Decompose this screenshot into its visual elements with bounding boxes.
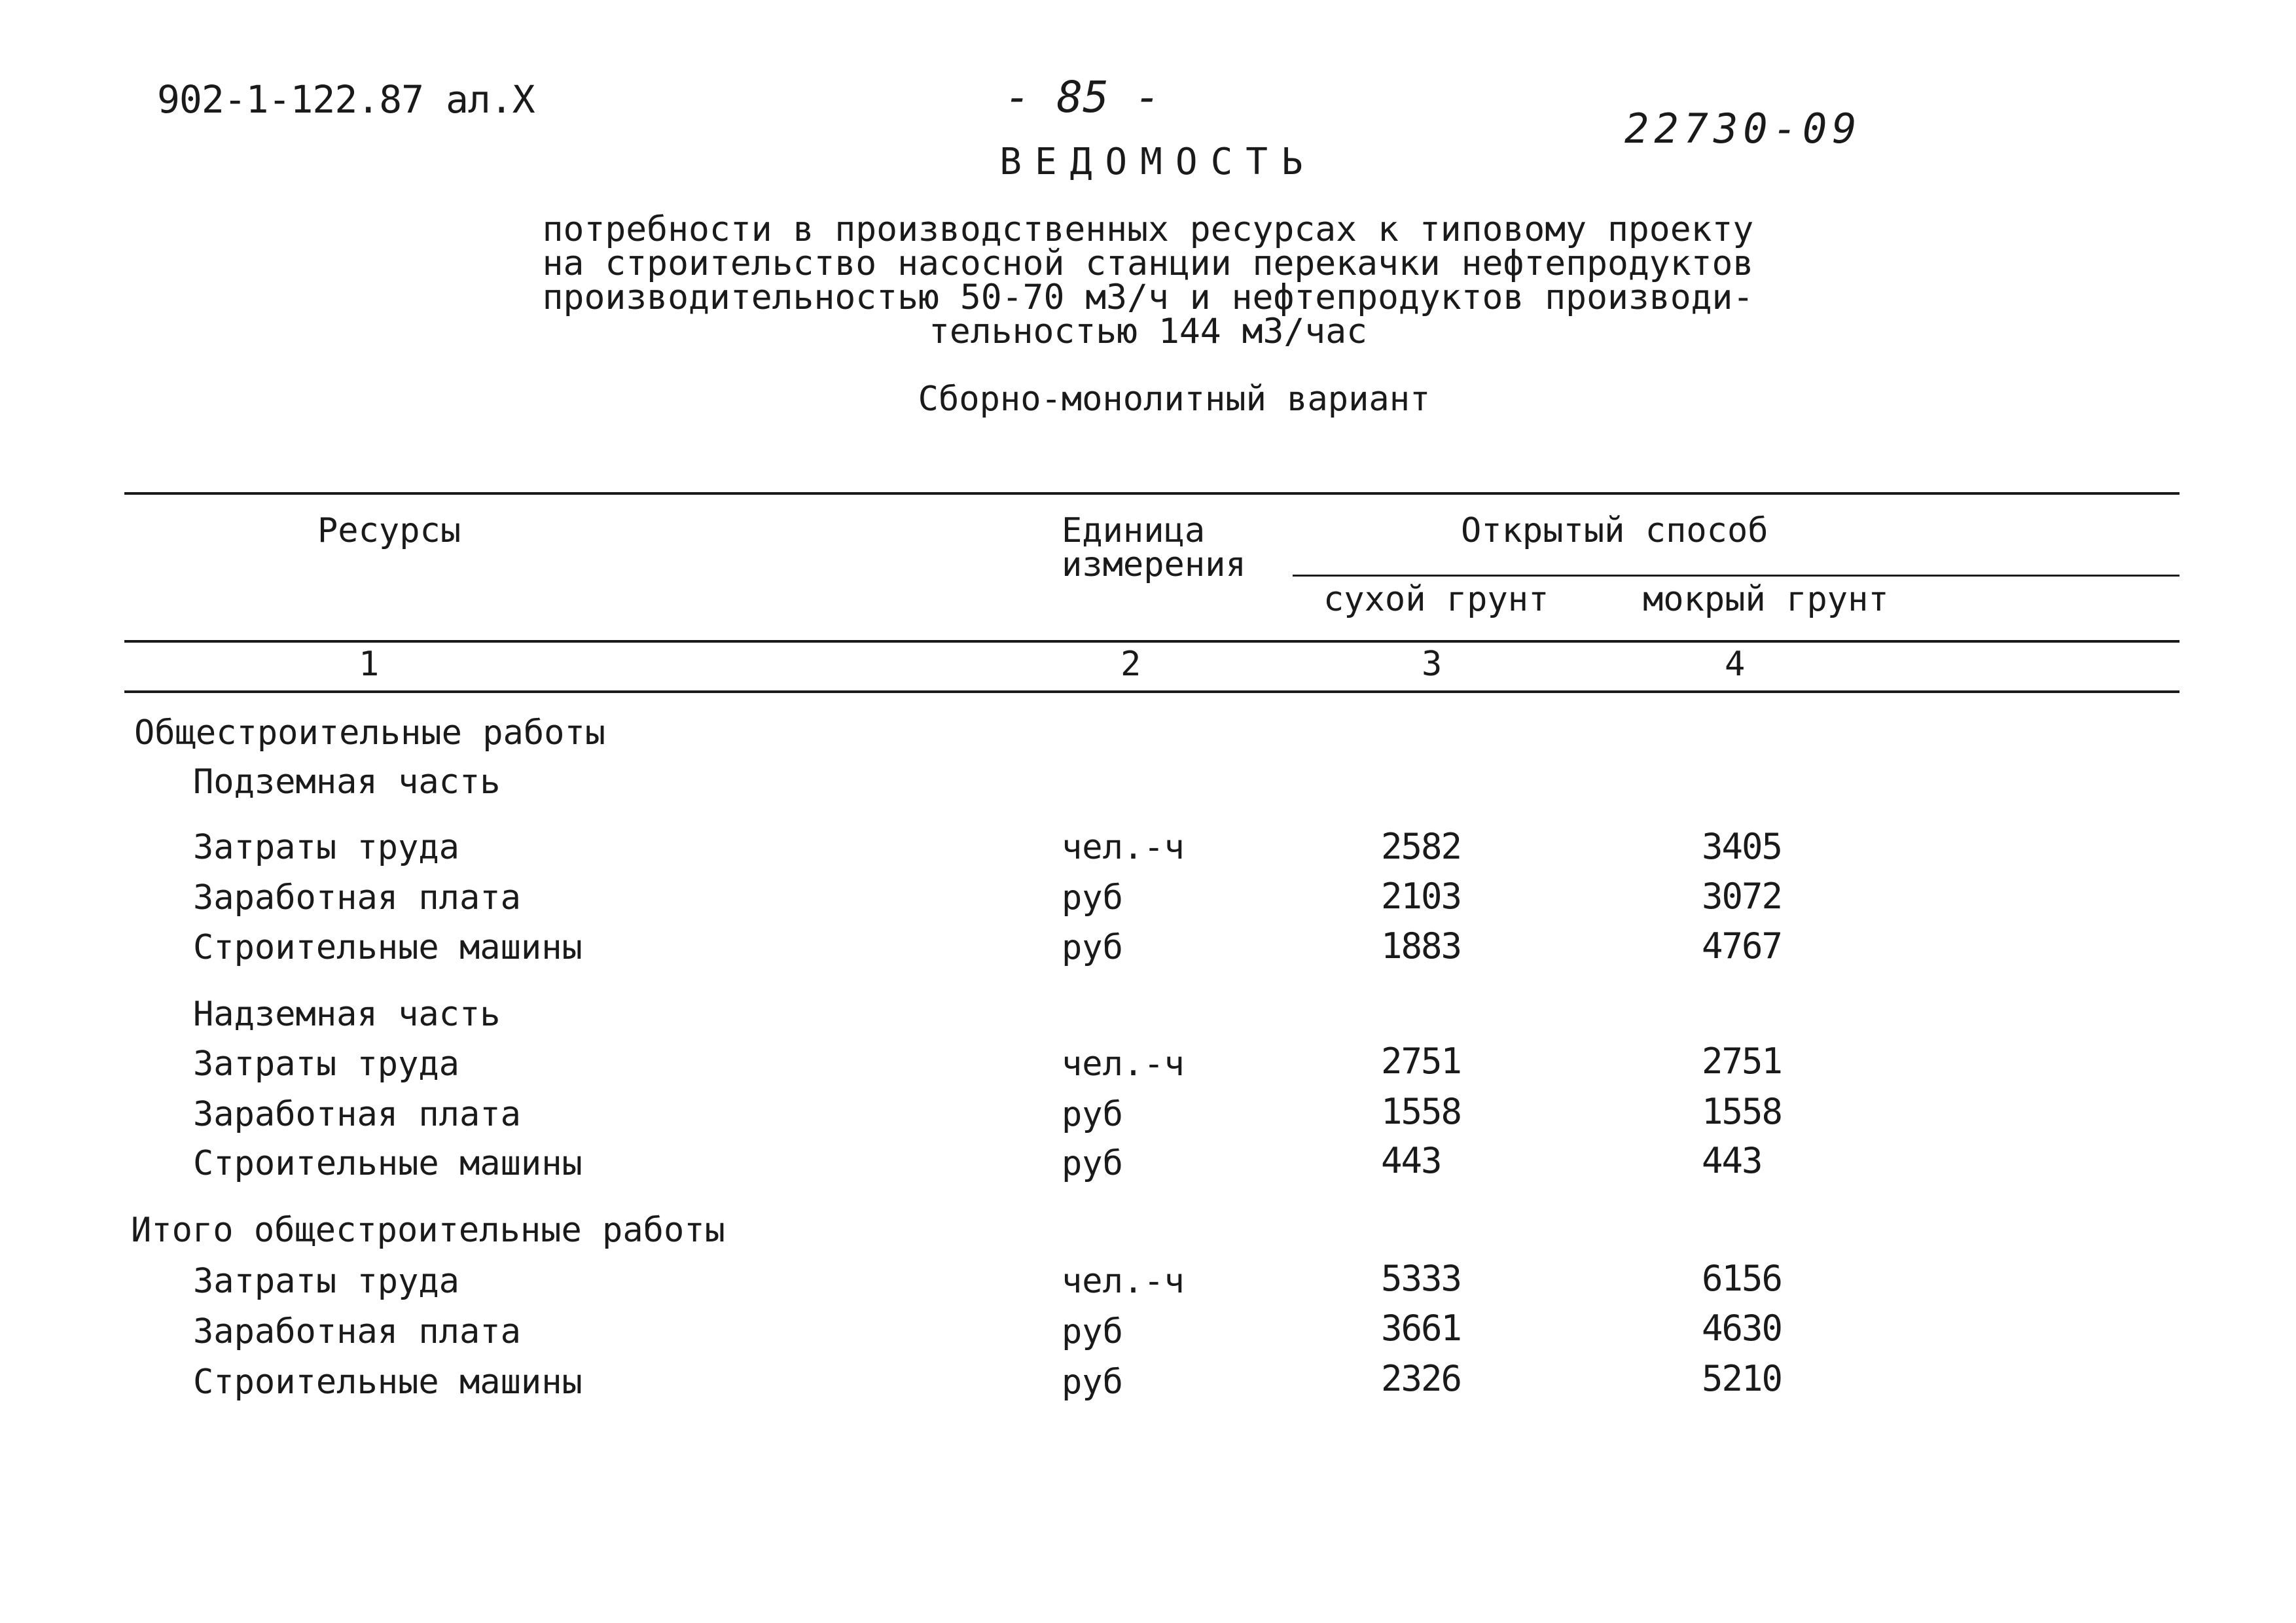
header-dry-soil: сухой грунт [1323, 580, 1549, 619]
subtitle-line: на строительство насосной станции перекачки нефтепродуктов [542, 243, 1754, 283]
header-resources: Ресурсы [317, 511, 461, 550]
row-wet-value: 2751 [1702, 1041, 1782, 1082]
row-wet-value: 1558 [1702, 1091, 1782, 1132]
header-wet-soil: мокрый грунт [1643, 580, 1889, 619]
column-number: 4 [1725, 645, 1746, 684]
header-open-method: Открытый способ [1461, 511, 1768, 550]
row-unit: руб [1062, 1312, 1123, 1351]
row-name: Строительные машины [193, 1363, 583, 1402]
row-dry-value: 3661 [1381, 1308, 1462, 1349]
row-wet-value: 6156 [1702, 1258, 1782, 1299]
row-dry-value: 1558 [1381, 1091, 1462, 1132]
column-number: 1 [359, 645, 380, 684]
header-unit-line: Единица [1062, 511, 1206, 550]
row-name: Строительные машины [193, 928, 583, 967]
page-number: - 85 - [1005, 72, 1161, 122]
row-unit: руб [1062, 1363, 1123, 1402]
row-name: Строительные машины [193, 1144, 583, 1183]
subtitle-line: тельностью 144 м3/час [928, 312, 1368, 351]
subtitle-line: потребности в производственных ресурсах к типовому проекту [542, 209, 1754, 249]
row-dry-value: 5333 [1381, 1258, 1462, 1299]
registration-number: 22730-09 [1624, 105, 1862, 152]
row-name: Затраты труда [193, 1262, 459, 1301]
row-wet-value: 4767 [1702, 925, 1782, 967]
document-subtitle [0, 209, 2296, 351]
document-code: 902-1-122.87 ал.Х [157, 77, 535, 122]
row-unit: руб [1062, 878, 1123, 918]
row-wet-value: 443 [1702, 1140, 1762, 1181]
column-number: 2 [1121, 645, 1141, 684]
variant-label: Сборно-монолитный вариант [918, 380, 1431, 419]
row-dry-value: 443 [1381, 1140, 1441, 1181]
row-dry-value: 2751 [1381, 1041, 1462, 1082]
column-number: 3 [1422, 645, 1443, 684]
header-unit [1062, 511, 1246, 584]
row-unit: руб [1062, 1144, 1123, 1183]
row-wet-value: 4630 [1702, 1308, 1782, 1349]
row-dry-value: 2103 [1381, 876, 1462, 917]
subsection-aboveground: Надземная часть [193, 995, 501, 1034]
header-unit-line: измерения [1062, 545, 1246, 584]
row-name: Заработная плата [193, 1312, 521, 1351]
row-unit: чел.-ч [1062, 1262, 1185, 1301]
row-name: Заработная плата [193, 878, 521, 918]
row-name: Затраты труда [193, 828, 459, 867]
row-dry-value: 1883 [1381, 925, 1462, 967]
row-unit: чел.-ч [1062, 828, 1185, 867]
subsection-underground: Подземная часть [193, 762, 501, 802]
row-wet-value: 3072 [1702, 876, 1782, 917]
row-name: Заработная плата [193, 1095, 521, 1134]
table-top-rule [124, 492, 2179, 495]
row-wet-value: 5210 [1702, 1358, 1782, 1399]
column-numbers-rule [124, 690, 2179, 693]
row-name: Затраты труда [193, 1044, 459, 1084]
header-split-rule [1293, 575, 2179, 577]
document-title: ВЕДОМОСТЬ [999, 141, 1316, 183]
row-unit: руб [1062, 1095, 1123, 1134]
row-dry-value: 2326 [1381, 1358, 1462, 1399]
subtitle-line: производительностью 50-70 м3/ч и нефтепродуктов производи- [542, 277, 1754, 317]
header-bottom-rule [124, 640, 2179, 643]
row-unit: чел.-ч [1062, 1044, 1185, 1084]
section-general-works: Общестроительные работы [134, 713, 606, 753]
row-unit: руб [1062, 928, 1123, 967]
row-wet-value: 3405 [1702, 826, 1782, 867]
row-dry-value: 2582 [1381, 826, 1462, 867]
section-total: Итого общестроительные работы [131, 1211, 725, 1250]
